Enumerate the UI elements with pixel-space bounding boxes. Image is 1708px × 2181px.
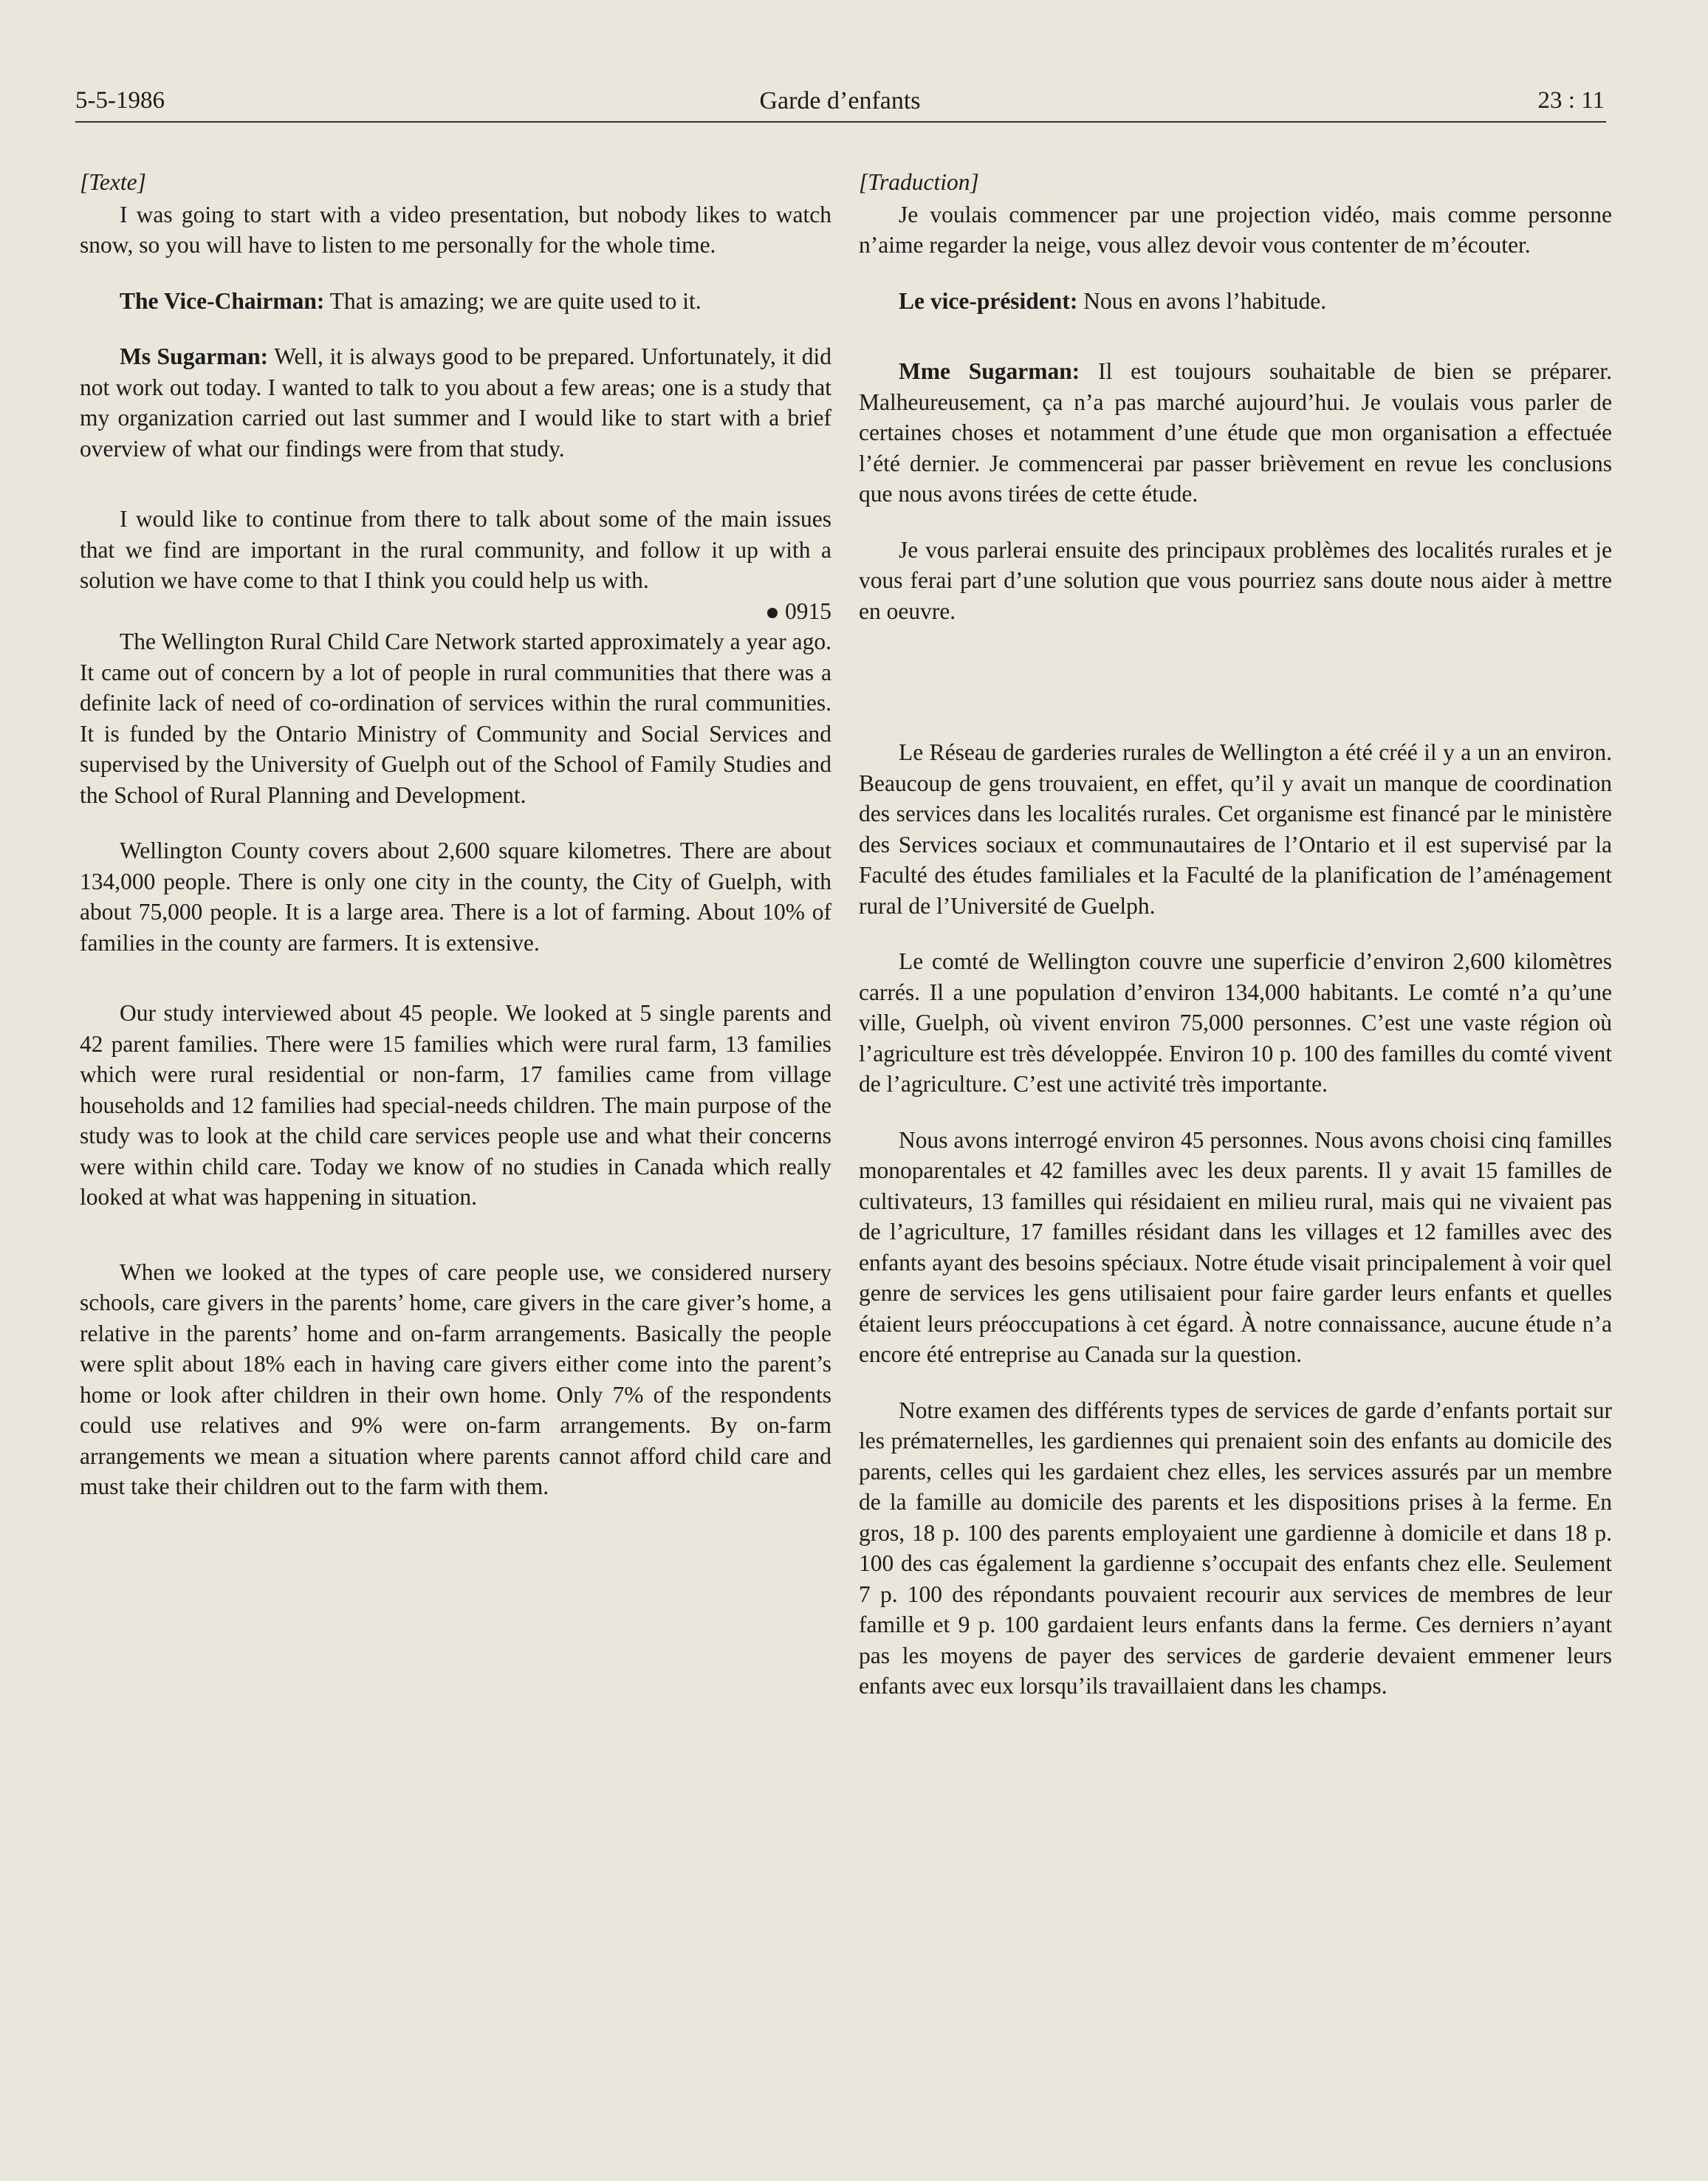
paragraph [80,286,831,317]
paragraph [80,199,831,261]
bullet-icon [767,608,778,618]
paragraph [859,199,1612,261]
speaker-name: Ms Sugarman: [120,343,269,369]
paragraph-text: I was going to start with a video presentation, but nobody likes to watch snow, so you will have to listen to me personally for the whole time. [80,201,831,258]
paragraph-text: Il est toujours souhaitable de bien se préparer. Malheureusement, ça n’a pas marché aujourd’hui. Je voulais vous parler de certaines choses et notamment d’une étude que mon organisation a effectuée l’été dernier. Je commencerai par passer brièvement en revue les conclusions que nous avons tirées de cette étude. [859,358,1612,507]
paragraph [859,737,1612,921]
paragraph [80,1257,831,1502]
header-page-number: 23 : 11 [1537,87,1605,114]
paragraph [80,998,831,1213]
paragraph-text: Nous en avons l’habitude. [1077,287,1327,314]
paragraph [859,535,1612,627]
paragraph-text: That is amazing; we are quite used to it. [324,287,702,314]
label-text: Texte [89,169,137,195]
paragraph-text: Nous avons interrogé environ 45 personnes. Nous avons choisi cinq familles monoparentales et 42 familles avec les deux parents. Il y avait 15 familles de cultivateurs, 13 familles qui résidaient en milieu rural, mais qui ne vivaient pas de l’agriculture, 17 familles résidant dans les villages et 12 familles avec des enfants ayant des besoins spéciaux. Notre étude visait principalement à voir quel genre de services les gens utilisaient pour faire garder leurs enfants et quelles étaient leurs préoccupations à cet égard. À notre connaissance, aucune étude n’a encore été entreprise au Canada sur la question. [859,1126,1612,1367]
paragraph [80,835,831,958]
paragraph [859,356,1612,510]
paragraph-text: I would like to continue from there to talk about some of the main issues that we find are important in the rural community, and follow it up with a solution we have come to that I think you could help us with. [80,506,831,593]
time-marker-text: 0915 [785,598,831,624]
paragraph [80,504,831,596]
column-label: [Texte] [80,169,146,195]
paragraph-text: Wellington County covers about 2,600 square kilometres. There are about 134,000 people. There is only one city in the county, the City of Guelph, with about 75,000 people. It is a large area. There is a lot of farming. About 10% of families in the county are farmers. It is extensive. [80,838,831,956]
header-date: 5-5-1986 [75,87,165,114]
paragraph [859,946,1612,1100]
time-marker [80,596,831,627]
paragraph [80,626,831,810]
paragraph-text: Notre examen des différents types de services de garde d’enfants portait sur les prématernelles, les gardiennes qui prenaient soin des enfants au domicile des parents, celles qui les gardaient chez elles, les services assurés par un membre de la famille au domicile des parents et les dispositions prises à la ferme. En gros, 18 p. 100 des parents employaient une gardienne à domicile et dans 18 p. 100 des cas également la gardienne s’occupait des enfants chez elle. Seulement 7 p. 100 des répondants pouvaient recourir aux services de membres de leur famille et 9 p. 100 gardaient leurs enfants dans la ferme. Ces derniers n’ayant pas les moyens de payer des services de garderie devaient emmener leurs enfants avec eux lorsqu’ils travaillaient dans les champs. [859,1397,1612,1699]
label-text: Traduction [868,169,970,195]
page-header [75,87,1605,126]
paragraph-text: Le Réseau de garderies rurales de Wellington a été créé il y a un an environ. Beaucoup de gens trouvaient, en effet, qu’il y avait un manque de coordination des services dans les localités rurales. Cet organisme est financé par le ministère des Services sociaux et communautaires de l’Ontario et il est supervisé par la Faculté des études familiales et la Faculté de la planification de l’aménagement rural de l’Université de Guelph. [859,739,1612,919]
paragraph-text: Our study interviewed about 45 people. We looked at 5 single parents and 42 parent families. There were 15 families which were rural farm, 13 families which were rural residential or non-farm, 17 families came from village households and 12 families had special-needs children. The main purpose of the study was to look at the child care services people use and what their concerns were within child care. Today we know of no studies in Canada which really looked at what was happening in situation. [80,1000,831,1210]
column-label: [Traduction] [859,169,979,195]
paragraph [859,286,1612,317]
speaker-name: Mme Sugarman: [899,358,1080,384]
paragraph [80,341,831,464]
paragraph [859,1395,1612,1702]
paragraph [859,1125,1612,1370]
paragraph-text: The Wellington Rural Child Care Network started approximately a year ago. It came out of concern by a lot of people in rural communities that there was a definite lack of need of co-ordination of services within the rural communities. It is funded by the Ontario Ministry of Community and Social Services and supervised by the University of Guelph out of the School of Family Studies and the School of Rural Planning and Development. [80,629,831,808]
paragraph-text: Je voulais commencer par une projection vidéo, mais comme personne n’aime regarder la neige, vous allez devoir vous contenter de m’écouter. [859,201,1612,258]
header-rule [75,121,1606,123]
paragraph-text: Well, it is always good to be prepared. Unfortunately, it did not work out today. I wanted to talk to you about a few areas; one is a study that my organization carried out last summer and I would like to start with a brief overview of what our findings were from that study. [80,343,831,462]
speaker-name: The Vice-Chairman: [120,287,325,314]
left-column [80,167,831,1502]
paragraph-text: Le comté de Wellington couvre une superficie d’environ 2,600 kilomètres carrés. Il a une population d’environ 134,000 habitants. Le comté n’a qu’une ville, Guelph, où vivent environ 75,000 personnes. C’est une vaste région où l’agriculture est très développée. Environ 10 p. 100 des familles du comté vivent de l’agriculture. C’est une activité très importante. [859,948,1612,1097]
header-title: Garde d’enfants [759,87,921,114]
speaker-name: Le vice-président: [899,287,1078,314]
right-column [859,167,1612,1702]
paragraph-text: Je vous parlerai ensuite des principaux problèmes des localités rurales et je vous ferai part d’une solution que vous pourriez sans doute nous aider à mettre en oeuvre. [859,536,1612,624]
paragraph-text: When we looked at the types of care people use, we considered nursery schools, care givers in the parents’ home, care givers in the care giver’s home, a relative in the parents’ home and on-farm arrangements. Basically the people were split about 18% each in having care givers either come into the parent’s home or look after children in their own home. Only 7% of the respondents could use relatives and 9% were on-farm arrangements. By on-farm arrangements we mean a situation where parents cannot afford child care and must take their children out to the farm with them. [80,1259,831,1499]
